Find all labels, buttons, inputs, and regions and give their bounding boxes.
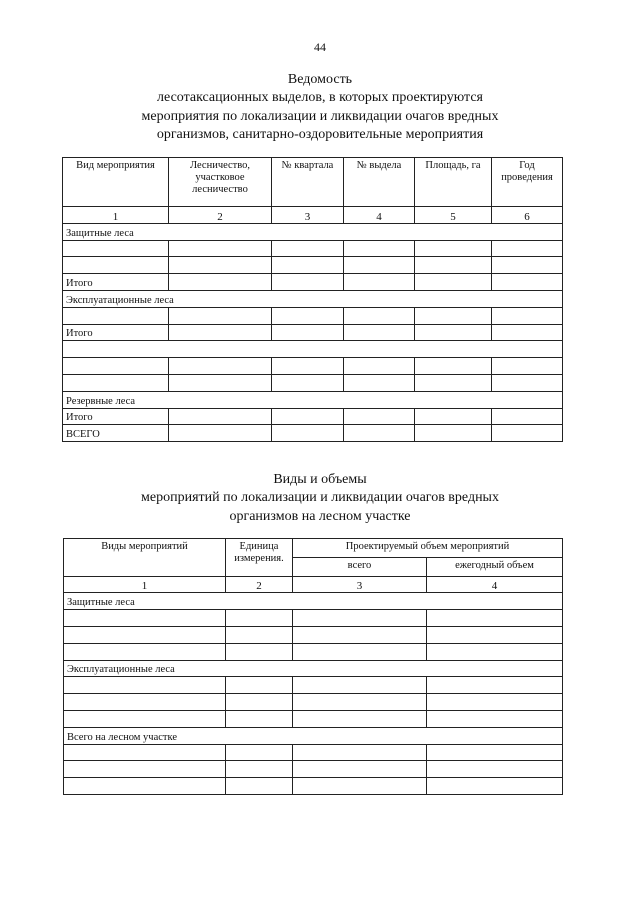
empty-cell xyxy=(293,643,427,660)
empty-cell xyxy=(293,677,427,694)
empty-cell xyxy=(272,274,344,291)
empty-cell xyxy=(415,257,492,274)
table-row xyxy=(64,610,563,627)
section-row xyxy=(63,391,563,408)
empty-cell xyxy=(293,626,427,643)
row-label xyxy=(64,761,226,778)
table-forest-plots xyxy=(62,157,563,442)
empty-cell xyxy=(415,307,492,324)
row-label xyxy=(64,626,226,643)
empty-cell xyxy=(415,374,492,391)
empty-cell xyxy=(226,626,293,643)
table-row xyxy=(63,408,563,425)
section-label xyxy=(63,341,563,358)
row-label xyxy=(63,307,169,324)
col-number: 6 xyxy=(492,207,563,224)
empty-cell xyxy=(293,710,427,727)
empty-cell xyxy=(427,643,563,660)
empty-cell xyxy=(226,744,293,761)
empty-cell xyxy=(344,274,415,291)
empty-cell xyxy=(293,761,427,778)
header-quarter: № квартала xyxy=(272,158,344,207)
row-label xyxy=(64,710,226,727)
section-row xyxy=(63,290,563,307)
empty-cell xyxy=(427,626,563,643)
header-year: Год проведения xyxy=(492,158,563,207)
table-body xyxy=(63,223,563,441)
empty-cell xyxy=(492,358,563,375)
empty-cell xyxy=(272,240,344,257)
empty-cell xyxy=(293,610,427,627)
table-row xyxy=(63,307,563,324)
empty-cell xyxy=(169,257,272,274)
col-number: 4 xyxy=(344,207,415,224)
empty-cell xyxy=(492,408,563,425)
row-label xyxy=(64,778,226,795)
empty-cell xyxy=(226,761,293,778)
empty-cell xyxy=(415,408,492,425)
empty-cell xyxy=(272,324,344,341)
empty-cell xyxy=(427,610,563,627)
table-row xyxy=(63,374,563,391)
empty-cell xyxy=(492,425,563,442)
empty-cell xyxy=(226,610,293,627)
row-label xyxy=(63,257,169,274)
header-plot: № выдела xyxy=(344,158,415,207)
section-label: Эксплуатационные леса xyxy=(63,290,563,307)
empty-cell xyxy=(427,778,563,795)
row-label: Итого xyxy=(63,408,169,425)
col-number: 5 xyxy=(415,207,492,224)
empty-cell xyxy=(415,425,492,442)
col-number: 4 xyxy=(427,576,563,593)
title-1-line: мероприятия по локализации и ликвидации очагов вредных xyxy=(141,108,499,124)
col-number: 2 xyxy=(169,207,272,224)
table-body xyxy=(64,593,563,795)
col-number: 2 xyxy=(226,576,293,593)
empty-cell xyxy=(344,257,415,274)
empty-cell xyxy=(492,374,563,391)
section-row xyxy=(64,660,563,677)
table-row xyxy=(63,274,563,291)
header-projected-volume: Проектируемый объем мероприятий xyxy=(293,539,563,558)
header-total: всего xyxy=(293,557,427,576)
table-row xyxy=(64,694,563,711)
row-label xyxy=(63,240,169,257)
table-row xyxy=(64,744,563,761)
empty-cell xyxy=(344,374,415,391)
empty-cell xyxy=(272,425,344,442)
col-number: 1 xyxy=(63,207,169,224)
empty-cell xyxy=(415,274,492,291)
empty-cell xyxy=(415,358,492,375)
title-2-line: Виды и объемы xyxy=(273,472,367,487)
empty-cell xyxy=(344,408,415,425)
empty-cell xyxy=(492,257,563,274)
section-row xyxy=(64,593,563,610)
table-row xyxy=(63,324,563,341)
empty-cell xyxy=(344,324,415,341)
empty-cell xyxy=(169,274,272,291)
section-label: Защитные леса xyxy=(64,593,563,610)
empty-cell xyxy=(226,694,293,711)
empty-cell xyxy=(427,710,563,727)
empty-cell xyxy=(272,307,344,324)
title-1-line: лесотаксационных выделов, в которых проектируются xyxy=(157,90,483,106)
empty-cell xyxy=(492,274,563,291)
empty-cell xyxy=(293,778,427,795)
empty-cell xyxy=(169,374,272,391)
row-label: ВСЕГО xyxy=(63,425,169,442)
table-row xyxy=(63,240,563,257)
empty-cell xyxy=(492,240,563,257)
table-row xyxy=(64,761,563,778)
empty-cell xyxy=(226,677,293,694)
table-row xyxy=(64,626,563,643)
col-number: 3 xyxy=(293,576,427,593)
title-1 xyxy=(0,71,640,144)
title-1-line: Ведомость xyxy=(287,72,353,87)
empty-cell xyxy=(427,677,563,694)
empty-cell xyxy=(272,358,344,375)
empty-cell xyxy=(169,358,272,375)
title-2 xyxy=(0,471,640,526)
header-area: Площадь, га xyxy=(415,158,492,207)
table-row xyxy=(64,643,563,660)
empty-cell xyxy=(169,307,272,324)
row-label xyxy=(64,643,226,660)
table-row xyxy=(64,677,563,694)
header-activities: Виды мероприятий xyxy=(64,539,226,577)
empty-cell xyxy=(169,240,272,257)
table-row xyxy=(64,710,563,727)
empty-cell xyxy=(226,778,293,795)
table-activity-volumes xyxy=(63,538,563,795)
empty-cell xyxy=(427,761,563,778)
row-label: Итого xyxy=(63,274,169,291)
title-2-line: мероприятий по локализации и ликвидации очагов вредных xyxy=(141,490,499,506)
section-row xyxy=(63,223,563,240)
table-row xyxy=(63,358,563,375)
row-label: Итого xyxy=(63,324,169,341)
row-label xyxy=(64,610,226,627)
empty-cell xyxy=(272,374,344,391)
empty-cell xyxy=(169,324,272,341)
empty-cell xyxy=(272,408,344,425)
empty-cell xyxy=(415,240,492,257)
header-annual: ежегодный объем xyxy=(427,557,563,576)
empty-cell xyxy=(344,425,415,442)
header-activity-type: Вид мероприятия xyxy=(63,158,169,207)
empty-cell xyxy=(169,408,272,425)
empty-cell xyxy=(226,643,293,660)
row-label xyxy=(64,694,226,711)
empty-cell xyxy=(344,307,415,324)
table-row xyxy=(63,257,563,274)
section-label: Резервные леса xyxy=(63,391,563,408)
section-label: Всего на лесном участке xyxy=(64,727,563,744)
col-number: 1 xyxy=(64,576,226,593)
section-label: Защитные леса xyxy=(63,223,563,240)
empty-cell xyxy=(427,744,563,761)
title-2-line: организмов на лесном участке xyxy=(229,508,411,524)
empty-cell xyxy=(293,694,427,711)
empty-cell xyxy=(344,240,415,257)
empty-cell xyxy=(492,307,563,324)
section-label: Эксплуатационные леса xyxy=(64,660,563,677)
empty-cell xyxy=(226,710,293,727)
empty-cell xyxy=(293,744,427,761)
row-label xyxy=(63,358,169,375)
page-number: 44 xyxy=(314,40,326,54)
col-number: 3 xyxy=(272,207,344,224)
table-row xyxy=(64,778,563,795)
empty-cell xyxy=(427,694,563,711)
empty-cell xyxy=(344,358,415,375)
title-1-line: организмов, санитарно-оздоровительные мероприятия xyxy=(156,126,484,142)
row-label xyxy=(64,677,226,694)
section-row xyxy=(64,727,563,744)
row-label xyxy=(63,374,169,391)
header-forestry: Лесничество, участковое лесничество xyxy=(169,158,272,207)
header-unit: Единица измерения. xyxy=(226,539,293,577)
empty-cell xyxy=(415,324,492,341)
empty-cell xyxy=(272,257,344,274)
section-row xyxy=(63,341,563,358)
row-label xyxy=(64,744,226,761)
empty-cell xyxy=(492,324,563,341)
empty-cell xyxy=(169,425,272,442)
table-row xyxy=(63,425,563,442)
